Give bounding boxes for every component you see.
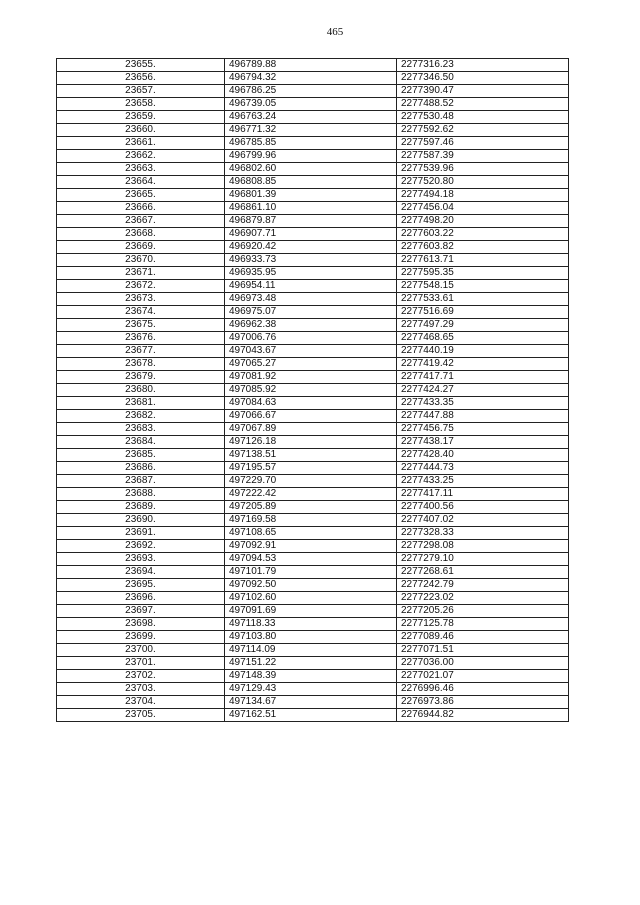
table-row xyxy=(57,306,569,319)
table-row xyxy=(57,696,569,709)
point-number-cell: 23683. xyxy=(57,423,225,436)
y-coordinate-cell: 2277520.80 xyxy=(396,176,568,189)
x-coordinate-cell: 497222.42 xyxy=(224,488,396,501)
table-row xyxy=(57,657,569,670)
point-number-cell: 23687. xyxy=(57,475,225,488)
x-coordinate-cell: 497108.65 xyxy=(224,527,396,540)
y-coordinate-cell: 2276996.46 xyxy=(396,683,568,696)
x-coordinate-cell: 497118.33 xyxy=(224,618,396,631)
table-row xyxy=(57,137,569,150)
y-coordinate-cell: 2277595.35 xyxy=(396,267,568,280)
x-coordinate-cell: 496786.25 xyxy=(224,85,396,98)
x-coordinate-cell: 497101.79 xyxy=(224,566,396,579)
y-coordinate-cell: 2276944.82 xyxy=(396,709,568,722)
point-number-cell: 23704. xyxy=(57,696,225,709)
point-number-cell: 23692. xyxy=(57,540,225,553)
y-coordinate-cell: 2277424.27 xyxy=(396,384,568,397)
y-coordinate-cell: 2277417.11 xyxy=(396,488,568,501)
y-coordinate-cell: 2277456.75 xyxy=(396,423,568,436)
point-number-cell: 23686. xyxy=(57,462,225,475)
table-row xyxy=(57,410,569,423)
y-coordinate-cell: 2277516.69 xyxy=(396,306,568,319)
y-coordinate-cell: 2277440.19 xyxy=(396,345,568,358)
table-row xyxy=(57,605,569,618)
x-coordinate-cell: 496771.32 xyxy=(224,124,396,137)
y-coordinate-cell: 2276973.86 xyxy=(396,696,568,709)
point-number-cell: 23662. xyxy=(57,150,225,163)
y-coordinate-cell: 2277279.10 xyxy=(396,553,568,566)
point-number-cell: 23696. xyxy=(57,592,225,605)
table-row xyxy=(57,241,569,254)
table-row xyxy=(57,371,569,384)
table-row xyxy=(57,670,569,683)
point-number-cell: 23681. xyxy=(57,397,225,410)
x-coordinate-cell: 496973.48 xyxy=(224,293,396,306)
y-coordinate-cell: 2277298.08 xyxy=(396,540,568,553)
point-number-cell: 23703. xyxy=(57,683,225,696)
x-coordinate-cell: 497126.18 xyxy=(224,436,396,449)
y-coordinate-cell: 2277021.07 xyxy=(396,670,568,683)
table-row xyxy=(57,488,569,501)
x-coordinate-cell: 497138.51 xyxy=(224,449,396,462)
table-row xyxy=(57,449,569,462)
table-row xyxy=(57,423,569,436)
x-coordinate-cell: 496907.71 xyxy=(224,228,396,241)
table-row xyxy=(57,501,569,514)
x-coordinate-cell: 497169.58 xyxy=(224,514,396,527)
table-row xyxy=(57,709,569,722)
x-coordinate-cell: 496808.85 xyxy=(224,176,396,189)
y-coordinate-cell: 2277390.47 xyxy=(396,85,568,98)
point-number-cell: 23667. xyxy=(57,215,225,228)
y-coordinate-cell: 2277328.33 xyxy=(396,527,568,540)
table-row xyxy=(57,618,569,631)
x-coordinate-cell: 496954.11 xyxy=(224,280,396,293)
x-coordinate-cell: 497066.67 xyxy=(224,410,396,423)
x-coordinate-cell: 497092.91 xyxy=(224,540,396,553)
y-coordinate-cell: 2277603.22 xyxy=(396,228,568,241)
point-number-cell: 23677. xyxy=(57,345,225,358)
table-row xyxy=(57,566,569,579)
point-number-cell: 23678. xyxy=(57,358,225,371)
x-coordinate-cell: 496935.95 xyxy=(224,267,396,280)
table-row xyxy=(57,527,569,540)
y-coordinate-cell: 2277494.18 xyxy=(396,189,568,202)
x-coordinate-cell: 496763.24 xyxy=(224,111,396,124)
table-row xyxy=(57,124,569,137)
table-row xyxy=(57,397,569,410)
coordinates-table xyxy=(56,58,569,722)
table-row xyxy=(57,631,569,644)
point-number-cell: 23684. xyxy=(57,436,225,449)
y-coordinate-cell: 2277548.15 xyxy=(396,280,568,293)
point-number-cell: 23693. xyxy=(57,553,225,566)
table-row xyxy=(57,111,569,124)
y-coordinate-cell: 2277444.73 xyxy=(396,462,568,475)
page-number: 465 xyxy=(326,26,344,38)
point-number-cell: 23675. xyxy=(57,319,225,332)
x-coordinate-cell: 496879.87 xyxy=(224,215,396,228)
x-coordinate-cell: 497195.57 xyxy=(224,462,396,475)
table-row xyxy=(57,683,569,696)
table-row xyxy=(57,332,569,345)
point-number-cell: 23690. xyxy=(57,514,225,527)
x-coordinate-cell: 497091.69 xyxy=(224,605,396,618)
y-coordinate-cell: 2277316.23 xyxy=(396,59,568,72)
point-number-cell: 23685. xyxy=(57,449,225,462)
x-coordinate-cell: 497067.89 xyxy=(224,423,396,436)
table-row xyxy=(57,475,569,488)
y-coordinate-cell: 2277428.40 xyxy=(396,449,568,462)
x-coordinate-cell: 497103.80 xyxy=(224,631,396,644)
x-coordinate-cell: 496802.60 xyxy=(224,163,396,176)
table-row xyxy=(57,553,569,566)
y-coordinate-cell: 2277587.39 xyxy=(396,150,568,163)
point-number-cell: 23658. xyxy=(57,98,225,111)
y-coordinate-cell: 2277205.26 xyxy=(396,605,568,618)
table-row xyxy=(57,579,569,592)
point-number-cell: 23697. xyxy=(57,605,225,618)
x-coordinate-cell: 496801.39 xyxy=(224,189,396,202)
y-coordinate-cell: 2277597.46 xyxy=(396,137,568,150)
y-coordinate-cell: 2277223.02 xyxy=(396,592,568,605)
table-row xyxy=(57,280,569,293)
table-row xyxy=(57,293,569,306)
x-coordinate-cell: 496975.07 xyxy=(224,306,396,319)
point-number-cell: 23695. xyxy=(57,579,225,592)
table-row xyxy=(57,215,569,228)
point-number-cell: 23694. xyxy=(57,566,225,579)
y-coordinate-cell: 2277488.52 xyxy=(396,98,568,111)
point-number-cell: 23660. xyxy=(57,124,225,137)
table-row xyxy=(57,176,569,189)
y-coordinate-cell: 2277447.88 xyxy=(396,410,568,423)
x-coordinate-cell: 497065.27 xyxy=(224,358,396,371)
y-coordinate-cell: 2277613.71 xyxy=(396,254,568,267)
y-coordinate-cell: 2277417.71 xyxy=(396,371,568,384)
x-coordinate-cell: 497151.22 xyxy=(224,657,396,670)
y-coordinate-cell: 2277242.79 xyxy=(396,579,568,592)
x-coordinate-cell: 497085.92 xyxy=(224,384,396,397)
point-number-cell: 23673. xyxy=(57,293,225,306)
x-coordinate-cell: 496799.96 xyxy=(224,150,396,163)
table-row xyxy=(57,189,569,202)
table-row xyxy=(57,59,569,72)
point-number-cell: 23701. xyxy=(57,657,225,670)
table-row xyxy=(57,514,569,527)
y-coordinate-cell: 2277539.96 xyxy=(396,163,568,176)
x-coordinate-cell: 496920.42 xyxy=(224,241,396,254)
x-coordinate-cell: 496789.88 xyxy=(224,59,396,72)
x-coordinate-cell: 497006.76 xyxy=(224,332,396,345)
point-number-cell: 23676. xyxy=(57,332,225,345)
y-coordinate-cell: 2277592.62 xyxy=(396,124,568,137)
point-number-cell: 23680. xyxy=(57,384,225,397)
point-number-cell: 23669. xyxy=(57,241,225,254)
x-coordinate-cell: 497148.39 xyxy=(224,670,396,683)
point-number-cell: 23688. xyxy=(57,488,225,501)
y-coordinate-cell: 2277433.25 xyxy=(396,475,568,488)
table-row xyxy=(57,462,569,475)
y-coordinate-cell: 2277456.04 xyxy=(396,202,568,215)
point-number-cell: 23698. xyxy=(57,618,225,631)
point-number-cell: 23702. xyxy=(57,670,225,683)
y-coordinate-cell: 2277419.42 xyxy=(396,358,568,371)
x-coordinate-cell: 497092.50 xyxy=(224,579,396,592)
y-coordinate-cell: 2277036.00 xyxy=(396,657,568,670)
y-coordinate-cell: 2277530.48 xyxy=(396,111,568,124)
x-coordinate-cell: 496739.05 xyxy=(224,98,396,111)
point-number-cell: 23671. xyxy=(57,267,225,280)
point-number-cell: 23682. xyxy=(57,410,225,423)
x-coordinate-cell: 497129.43 xyxy=(224,683,396,696)
y-coordinate-cell: 2277346.50 xyxy=(396,72,568,85)
point-number-cell: 23674. xyxy=(57,306,225,319)
x-coordinate-cell: 496785.85 xyxy=(224,137,396,150)
point-number-cell: 23689. xyxy=(57,501,225,514)
x-coordinate-cell: 496861.10 xyxy=(224,202,396,215)
x-coordinate-cell: 497094.53 xyxy=(224,553,396,566)
y-coordinate-cell: 2277400.56 xyxy=(396,501,568,514)
y-coordinate-cell: 2277407.02 xyxy=(396,514,568,527)
table-row xyxy=(57,202,569,215)
y-coordinate-cell: 2277498.20 xyxy=(396,215,568,228)
point-number-cell: 23668. xyxy=(57,228,225,241)
y-coordinate-cell: 2277438.17 xyxy=(396,436,568,449)
x-coordinate-cell: 496794.32 xyxy=(224,72,396,85)
table-row xyxy=(57,592,569,605)
x-coordinate-cell: 496933.73 xyxy=(224,254,396,267)
table-row xyxy=(57,98,569,111)
x-coordinate-cell: 497081.92 xyxy=(224,371,396,384)
table-row xyxy=(57,267,569,280)
point-number-cell: 23679. xyxy=(57,371,225,384)
point-number-cell: 23691. xyxy=(57,527,225,540)
y-coordinate-cell: 2277603.82 xyxy=(396,241,568,254)
point-number-cell: 23700. xyxy=(57,644,225,657)
point-number-cell: 23656. xyxy=(57,72,225,85)
x-coordinate-cell: 497229.70 xyxy=(224,475,396,488)
x-coordinate-cell: 497084.63 xyxy=(224,397,396,410)
table-row xyxy=(57,436,569,449)
table-row xyxy=(57,345,569,358)
coordinates-table-body xyxy=(57,59,569,722)
table-row xyxy=(57,358,569,371)
point-number-cell: 23661. xyxy=(57,137,225,150)
y-coordinate-cell: 2277468.65 xyxy=(396,332,568,345)
table-row xyxy=(57,254,569,267)
x-coordinate-cell: 497134.67 xyxy=(224,696,396,709)
table-row xyxy=(57,540,569,553)
point-number-cell: 23705. xyxy=(57,709,225,722)
table-row xyxy=(57,85,569,98)
y-coordinate-cell: 2277268.61 xyxy=(396,566,568,579)
y-coordinate-cell: 2277533.61 xyxy=(396,293,568,306)
point-number-cell: 23664. xyxy=(57,176,225,189)
table-row xyxy=(57,150,569,163)
point-number-cell: 23672. xyxy=(57,280,225,293)
y-coordinate-cell: 2277497.29 xyxy=(396,319,568,332)
y-coordinate-cell: 2277125.78 xyxy=(396,618,568,631)
y-coordinate-cell: 2277089.46 xyxy=(396,631,568,644)
x-coordinate-cell: 497102.60 xyxy=(224,592,396,605)
point-number-cell: 23657. xyxy=(57,85,225,98)
point-number-cell: 23665. xyxy=(57,189,225,202)
table-row xyxy=(57,163,569,176)
table-row xyxy=(57,644,569,657)
table-row xyxy=(57,228,569,241)
point-number-cell: 23659. xyxy=(57,111,225,124)
point-number-cell: 23670. xyxy=(57,254,225,267)
point-number-cell: 23655. xyxy=(57,59,225,72)
x-coordinate-cell: 497205.89 xyxy=(224,501,396,514)
x-coordinate-cell: 497162.51 xyxy=(224,709,396,722)
y-coordinate-cell: 2277433.35 xyxy=(396,397,568,410)
point-number-cell: 23663. xyxy=(57,163,225,176)
table-row xyxy=(57,72,569,85)
point-number-cell: 23699. xyxy=(57,631,225,644)
table-row xyxy=(57,319,569,332)
point-number-cell: 23666. xyxy=(57,202,225,215)
x-coordinate-cell: 497114.09 xyxy=(224,644,396,657)
table-row xyxy=(57,384,569,397)
y-coordinate-cell: 2277071.51 xyxy=(396,644,568,657)
x-coordinate-cell: 496962.38 xyxy=(224,319,396,332)
x-coordinate-cell: 497043.67 xyxy=(224,345,396,358)
